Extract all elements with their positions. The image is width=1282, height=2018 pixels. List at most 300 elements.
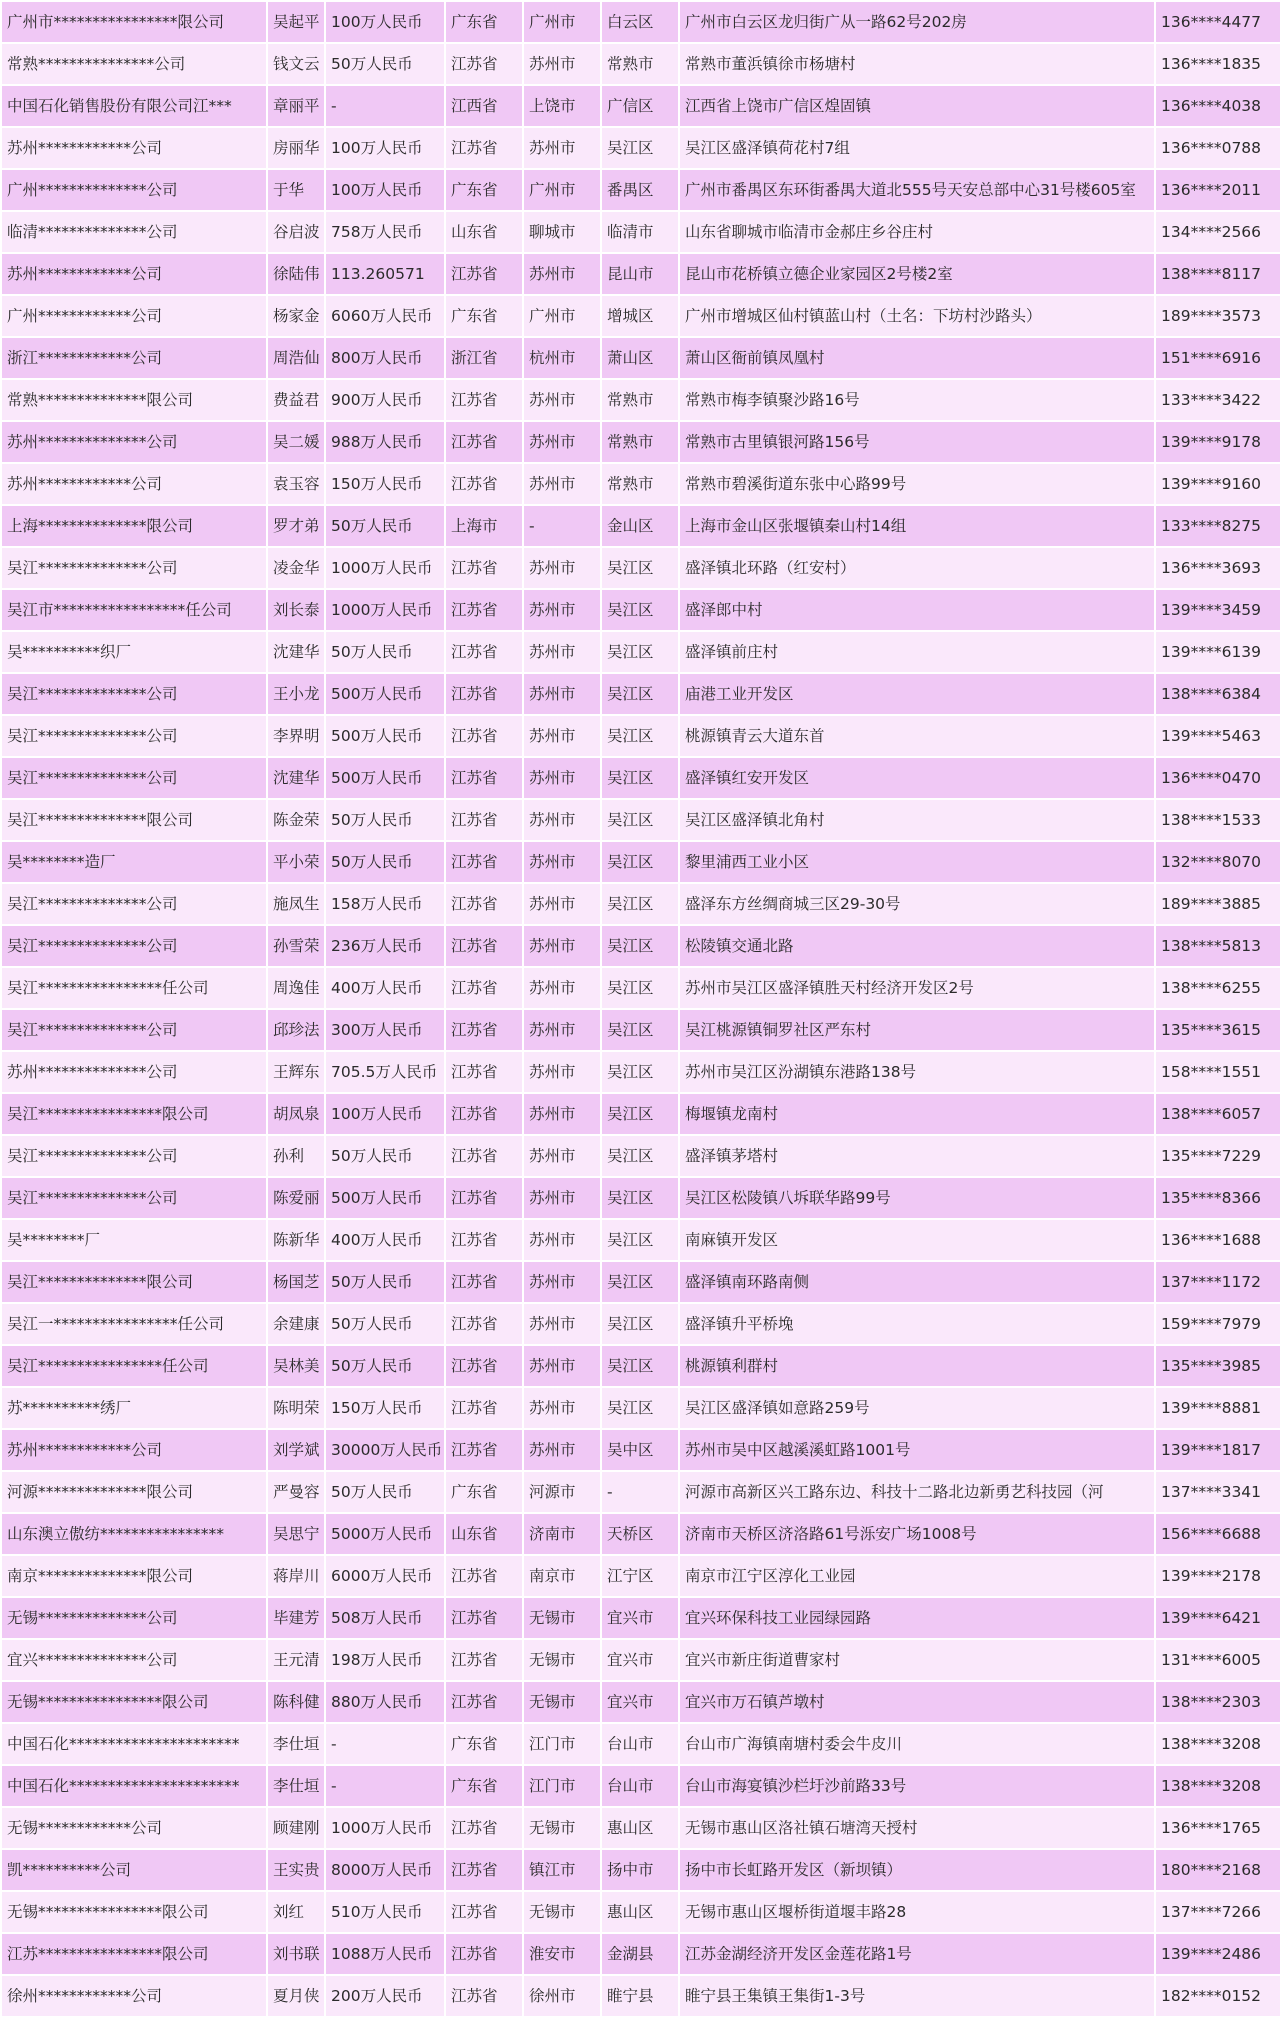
district-cell: 增城区: [601, 295, 679, 337]
phone-cell: 134****2566: [1155, 211, 1281, 253]
city-cell: 苏州市: [523, 1429, 601, 1471]
legal-rep-cell: 邱珍法: [267, 1009, 325, 1051]
city-cell: 苏州市: [523, 715, 601, 757]
province-cell: 江苏省: [445, 379, 523, 421]
city-cell: 苏州市: [523, 673, 601, 715]
district-cell: 吴江区: [601, 631, 679, 673]
city-cell: 苏州市: [523, 925, 601, 967]
address-cell: 常熟市古里镇银河路156号: [679, 421, 1155, 463]
address-cell: 宜兴市新庄街道曹家村: [679, 1639, 1155, 1681]
district-cell: 昆山市: [601, 253, 679, 295]
registered-capital-cell: 100万人民币: [325, 127, 445, 169]
city-cell: 广州市: [523, 169, 601, 211]
table-row: [1, 1135, 1281, 1177]
legal-rep-cell: 严曼容: [267, 1471, 325, 1513]
company-name-cell: 吴**********织厂: [1, 631, 267, 673]
city-cell: 无锡市: [523, 1639, 601, 1681]
phone-cell: 139****2178: [1155, 1555, 1281, 1597]
table-row: [1, 337, 1281, 379]
table-row: [1, 1345, 1281, 1387]
district-cell: 吴江区: [601, 1177, 679, 1219]
company-name-cell: 吴江**************公司: [1, 1177, 267, 1219]
address-cell: 山东省聊城市临清市金郝庄乡谷庄村: [679, 211, 1155, 253]
legal-rep-cell: 刘红: [267, 1891, 325, 1933]
registered-capital-cell: 800万人民币: [325, 337, 445, 379]
phone-cell: 137****1172: [1155, 1261, 1281, 1303]
address-cell: 吴江区盛泽镇荷花村7组: [679, 127, 1155, 169]
district-cell: 吴江区: [601, 1345, 679, 1387]
address-cell: 常熟市董浜镇徐市杨塘村: [679, 43, 1155, 85]
table-row: [1, 43, 1281, 85]
province-cell: 江苏省: [445, 1009, 523, 1051]
address-cell: 吴江区松陵镇八坼联华路99号: [679, 1177, 1155, 1219]
address-cell: 黎里浦西工业小区: [679, 841, 1155, 883]
city-cell: 徐州市: [523, 1975, 601, 2017]
company-name-cell: 江苏****************限公司: [1, 1933, 267, 1975]
address-cell: 盛泽东方丝绸商城三区29-30号: [679, 883, 1155, 925]
legal-rep-cell: 陈科健: [267, 1681, 325, 1723]
province-cell: 江苏省: [445, 127, 523, 169]
registered-capital-cell: 1000万人民币: [325, 1807, 445, 1849]
company-name-cell: 常熟***************公司: [1, 43, 267, 85]
registered-capital-cell: -: [325, 85, 445, 127]
city-cell: 苏州市: [523, 1051, 601, 1093]
phone-cell: 180****2168: [1155, 1849, 1281, 1891]
city-cell: 苏州市: [523, 1009, 601, 1051]
registered-capital-cell: -: [325, 1723, 445, 1765]
table-row: [1, 1765, 1281, 1807]
district-cell: 吴中区: [601, 1429, 679, 1471]
company-name-cell: 浙江************公司: [1, 337, 267, 379]
registered-capital-cell: 988万人民币: [325, 421, 445, 463]
phone-cell: 139****3459: [1155, 589, 1281, 631]
legal-rep-cell: 周逸佳: [267, 967, 325, 1009]
phone-cell: 139****5463: [1155, 715, 1281, 757]
legal-rep-cell: 王辉东: [267, 1051, 325, 1093]
address-cell: 盛泽郎中村: [679, 589, 1155, 631]
company-name-cell: 苏州**************公司: [1, 1051, 267, 1093]
province-cell: 江苏省: [445, 1093, 523, 1135]
registered-capital-cell: 100万人民币: [325, 169, 445, 211]
province-cell: 江苏省: [445, 1303, 523, 1345]
table-row: [1, 547, 1281, 589]
registered-capital-cell: 50万人民币: [325, 631, 445, 673]
table-row: [1, 127, 1281, 169]
province-cell: 江西省: [445, 85, 523, 127]
phone-cell: 132****8070: [1155, 841, 1281, 883]
company-name-cell: 苏州**************公司: [1, 421, 267, 463]
registered-capital-cell: 8000万人民币: [325, 1849, 445, 1891]
company-name-cell: 吴江****************任公司: [1, 967, 267, 1009]
address-cell: 南麻镇开发区: [679, 1219, 1155, 1261]
city-cell: 聊城市: [523, 211, 601, 253]
district-cell: 吴江区: [601, 1219, 679, 1261]
phone-cell: 139****8881: [1155, 1387, 1281, 1429]
city-cell: -: [523, 505, 601, 547]
table-row: [1, 757, 1281, 799]
district-cell: 吴江区: [601, 799, 679, 841]
phone-cell: 139****2486: [1155, 1933, 1281, 1975]
province-cell: 江苏省: [445, 547, 523, 589]
city-cell: 苏州市: [523, 589, 601, 631]
legal-rep-cell: 刘书联: [267, 1933, 325, 1975]
city-cell: 苏州市: [523, 1135, 601, 1177]
phone-cell: 151****6916: [1155, 337, 1281, 379]
phone-cell: 131****6005: [1155, 1639, 1281, 1681]
legal-rep-cell: 陈爱丽: [267, 1177, 325, 1219]
registered-capital-cell: 50万人民币: [325, 1345, 445, 1387]
company-name-cell: 南京**************限公司: [1, 1555, 267, 1597]
legal-rep-cell: 施凤生: [267, 883, 325, 925]
province-cell: 江苏省: [445, 421, 523, 463]
province-cell: 江苏省: [445, 1933, 523, 1975]
company-name-cell: 吴江****************限公司: [1, 1093, 267, 1135]
address-cell: 萧山区衙前镇凤凰村: [679, 337, 1155, 379]
province-cell: 江苏省: [445, 1807, 523, 1849]
address-cell: 盛泽镇北环路（红安村）: [679, 547, 1155, 589]
table-row: [1, 1261, 1281, 1303]
company-name-cell: 上海**************限公司: [1, 505, 267, 547]
city-cell: 杭州市: [523, 337, 601, 379]
legal-rep-cell: 王实贵: [267, 1849, 325, 1891]
address-cell: 南京市江宁区淳化工业园: [679, 1555, 1155, 1597]
address-cell: 江西省上饶市广信区煌固镇: [679, 85, 1155, 127]
registered-capital-cell: 198万人民币: [325, 1639, 445, 1681]
address-cell: 常熟市梅李镇聚沙路16号: [679, 379, 1155, 421]
city-cell: 苏州市: [523, 253, 601, 295]
city-cell: 苏州市: [523, 631, 601, 673]
legal-rep-cell: 夏月侠: [267, 1975, 325, 2017]
table-row: [1, 1387, 1281, 1429]
phone-cell: 136****1688: [1155, 1219, 1281, 1261]
phone-cell: 136****2011: [1155, 169, 1281, 211]
province-cell: 山东省: [445, 211, 523, 253]
district-cell: 惠山区: [601, 1891, 679, 1933]
table-row: [1, 799, 1281, 841]
address-cell: 苏州市吴江区盛泽镇胜天村经济开发区2号: [679, 967, 1155, 1009]
table-row: [1, 1807, 1281, 1849]
address-cell: 江苏金湖经济开发区金莲花路1号: [679, 1933, 1155, 1975]
registered-capital-cell: 705.5万人民币: [325, 1051, 445, 1093]
district-cell: 吴江区: [601, 1093, 679, 1135]
phone-cell: 139****6139: [1155, 631, 1281, 673]
province-cell: 江苏省: [445, 253, 523, 295]
province-cell: 江苏省: [445, 1135, 523, 1177]
table-row: [1, 295, 1281, 337]
phone-cell: 138****1533: [1155, 799, 1281, 841]
city-cell: 苏州市: [523, 1177, 601, 1219]
company-name-cell: 广州************公司: [1, 295, 267, 337]
registered-capital-cell: 50万人民币: [325, 1135, 445, 1177]
company-name-cell: 苏州************公司: [1, 1429, 267, 1471]
legal-rep-cell: 罗才弟: [267, 505, 325, 547]
phone-cell: 138****6057: [1155, 1093, 1281, 1135]
address-cell: 无锡市惠山区洛社镇石塘湾天授村: [679, 1807, 1155, 1849]
province-cell: 江苏省: [445, 925, 523, 967]
district-cell: 天桥区: [601, 1513, 679, 1555]
district-cell: 吴江区: [601, 589, 679, 631]
city-cell: 苏州市: [523, 1303, 601, 1345]
legal-rep-cell: 王元清: [267, 1639, 325, 1681]
district-cell: 吴江区: [601, 547, 679, 589]
province-cell: 浙江省: [445, 337, 523, 379]
registered-capital-cell: 30000万人民币: [325, 1429, 445, 1471]
registered-capital-cell: 158万人民币: [325, 883, 445, 925]
phone-cell: 182****0152: [1155, 1975, 1281, 2017]
legal-rep-cell: 谷启波: [267, 211, 325, 253]
legal-rep-cell: 吴起平: [267, 1, 325, 43]
city-cell: 无锡市: [523, 1681, 601, 1723]
phone-cell: 136****3693: [1155, 547, 1281, 589]
phone-cell: 135****3615: [1155, 1009, 1281, 1051]
company-name-cell: 山东澳立傲纺****************: [1, 1513, 267, 1555]
company-name-cell: 中国石化**********************: [1, 1765, 267, 1807]
province-cell: 江苏省: [445, 463, 523, 505]
registered-capital-cell: -: [325, 1765, 445, 1807]
district-cell: 吴江区: [601, 1261, 679, 1303]
province-cell: 江苏省: [445, 799, 523, 841]
table-body: [1, 1, 1281, 2017]
company-name-cell: 凯**********公司: [1, 1849, 267, 1891]
city-cell: 济南市: [523, 1513, 601, 1555]
address-cell: 吴江区盛泽镇北角村: [679, 799, 1155, 841]
district-cell: 台山市: [601, 1723, 679, 1765]
company-name-cell: 吴江**************公司: [1, 1009, 267, 1051]
company-name-cell: 吴江一****************任公司: [1, 1303, 267, 1345]
table-row: [1, 1555, 1281, 1597]
registered-capital-cell: 50万人民币: [325, 1261, 445, 1303]
legal-rep-cell: 袁玉容: [267, 463, 325, 505]
table-row: [1, 1891, 1281, 1933]
registered-capital-cell: 200万人民币: [325, 1975, 445, 2017]
phone-cell: 139****6421: [1155, 1597, 1281, 1639]
city-cell: 苏州市: [523, 1093, 601, 1135]
address-cell: 广州市白云区龙归街广从一路62号202房: [679, 1, 1155, 43]
city-cell: 苏州市: [523, 463, 601, 505]
province-cell: 江苏省: [445, 1891, 523, 1933]
phone-cell: 136****0470: [1155, 757, 1281, 799]
phone-cell: 139****9178: [1155, 421, 1281, 463]
table-row: [1, 463, 1281, 505]
phone-cell: 138****6384: [1155, 673, 1281, 715]
district-cell: 吴江区: [601, 967, 679, 1009]
address-cell: 桃源镇青云大道东首: [679, 715, 1155, 757]
province-cell: 广东省: [445, 295, 523, 337]
registered-capital-cell: 50万人民币: [325, 43, 445, 85]
company-name-cell: 吴********厂: [1, 1219, 267, 1261]
district-cell: 常熟市: [601, 379, 679, 421]
table-row: [1, 925, 1281, 967]
phone-cell: 135****3985: [1155, 1345, 1281, 1387]
legal-rep-cell: 沈建华: [267, 631, 325, 673]
city-cell: 苏州市: [523, 1219, 601, 1261]
province-cell: 江苏省: [445, 1555, 523, 1597]
province-cell: 江苏省: [445, 1597, 523, 1639]
table-row: [1, 1, 1281, 43]
company-name-cell: 无锡****************限公司: [1, 1681, 267, 1723]
legal-rep-cell: 章丽平: [267, 85, 325, 127]
district-cell: 常熟市: [601, 463, 679, 505]
company-name-cell: 苏**********绣厂: [1, 1387, 267, 1429]
address-cell: 扬中市长虹路开发区（新坝镇）: [679, 1849, 1155, 1891]
address-cell: 广州市增城区仙村镇蓝山村（土名：下坊村沙路头）: [679, 295, 1155, 337]
legal-rep-cell: 胡凤泉: [267, 1093, 325, 1135]
phone-cell: 136****1835: [1155, 43, 1281, 85]
legal-rep-cell: 陈明荣: [267, 1387, 325, 1429]
address-cell: 无锡市惠山区堰桥街道堰丰路28: [679, 1891, 1155, 1933]
company-name-cell: 中国石化**********************: [1, 1723, 267, 1765]
phone-cell: 136****4038: [1155, 85, 1281, 127]
legal-rep-cell: 杨家金: [267, 295, 325, 337]
legal-rep-cell: 沈建华: [267, 757, 325, 799]
table-row: [1, 841, 1281, 883]
city-cell: 苏州市: [523, 43, 601, 85]
city-cell: 江门市: [523, 1723, 601, 1765]
phone-cell: 133****3422: [1155, 379, 1281, 421]
district-cell: 常熟市: [601, 43, 679, 85]
phone-cell: 138****5813: [1155, 925, 1281, 967]
registered-capital-cell: 300万人民币: [325, 1009, 445, 1051]
address-cell: 济南市天桥区济洛路61号泺安广场1008号: [679, 1513, 1155, 1555]
province-cell: 江苏省: [445, 1177, 523, 1219]
company-name-cell: 无锡****************限公司: [1, 1891, 267, 1933]
city-cell: 苏州市: [523, 883, 601, 925]
city-cell: 苏州市: [523, 127, 601, 169]
address-cell: 盛泽镇茅塔村: [679, 1135, 1155, 1177]
legal-rep-cell: 凌金华: [267, 547, 325, 589]
address-cell: 梅堰镇龙南村: [679, 1093, 1155, 1135]
table-row: [1, 589, 1281, 631]
district-cell: 吴江区: [601, 127, 679, 169]
province-cell: 江苏省: [445, 673, 523, 715]
company-name-cell: 吴江**************公司: [1, 757, 267, 799]
city-cell: 苏州市: [523, 1345, 601, 1387]
phone-cell: 133****8275: [1155, 505, 1281, 547]
province-cell: 江苏省: [445, 967, 523, 1009]
table-row: [1, 631, 1281, 673]
province-cell: 江苏省: [445, 1051, 523, 1093]
table-row: [1, 1975, 1281, 2017]
city-cell: 南京市: [523, 1555, 601, 1597]
phone-cell: 139****9160: [1155, 463, 1281, 505]
province-cell: 江苏省: [445, 1639, 523, 1681]
district-cell: 台山市: [601, 1765, 679, 1807]
address-cell: 睢宁县王集镇王集街1-3号: [679, 1975, 1155, 2017]
city-cell: 淮安市: [523, 1933, 601, 1975]
company-name-cell: 吴江****************任公司: [1, 1345, 267, 1387]
legal-rep-cell: 费益君: [267, 379, 325, 421]
registered-capital-cell: 500万人民币: [325, 1177, 445, 1219]
legal-rep-cell: 陈金荣: [267, 799, 325, 841]
company-name-cell: 吴********造厂: [1, 841, 267, 883]
company-name-cell: 河源**************限公司: [1, 1471, 267, 1513]
company-name-cell: 吴江**************公司: [1, 1135, 267, 1177]
address-cell: 上海市金山区张堰镇秦山村14组: [679, 505, 1155, 547]
phone-cell: 138****3208: [1155, 1765, 1281, 1807]
registered-capital-cell: 50万人民币: [325, 1471, 445, 1513]
phone-cell: 135****8366: [1155, 1177, 1281, 1219]
province-cell: 江苏省: [445, 1429, 523, 1471]
table-row: [1, 1303, 1281, 1345]
registered-capital-cell: 236万人民币: [325, 925, 445, 967]
legal-rep-cell: 蒋岸川: [267, 1555, 325, 1597]
company-name-cell: 徐州************公司: [1, 1975, 267, 2017]
company-name-cell: 吴江**************公司: [1, 883, 267, 925]
district-cell: 宜兴市: [601, 1681, 679, 1723]
table-row: [1, 1009, 1281, 1051]
district-cell: 睢宁县: [601, 1975, 679, 2017]
province-cell: 江苏省: [445, 841, 523, 883]
company-name-cell: 宜兴**************公司: [1, 1639, 267, 1681]
registered-capital-cell: 6060万人民币: [325, 295, 445, 337]
legal-rep-cell: 吴林美: [267, 1345, 325, 1387]
city-cell: 苏州市: [523, 757, 601, 799]
legal-rep-cell: 刘学斌: [267, 1429, 325, 1471]
registered-capital-cell: 50万人民币: [325, 799, 445, 841]
legal-rep-cell: 李仕垣: [267, 1723, 325, 1765]
phone-cell: 138****8117: [1155, 253, 1281, 295]
registered-capital-cell: 6000万人民币: [325, 1555, 445, 1597]
province-cell: 江苏省: [445, 631, 523, 673]
legal-rep-cell: 刘长泰: [267, 589, 325, 631]
district-cell: 金山区: [601, 505, 679, 547]
district-cell: 吴江区: [601, 1009, 679, 1051]
company-name-cell: 吴江**************限公司: [1, 1261, 267, 1303]
company-name-cell: 吴江**************公司: [1, 547, 267, 589]
table-row: [1, 1219, 1281, 1261]
registered-capital-cell: 500万人民币: [325, 673, 445, 715]
city-cell: 广州市: [523, 295, 601, 337]
registered-capital-cell: 500万人民币: [325, 757, 445, 799]
registered-capital-cell: 1000万人民币: [325, 589, 445, 631]
address-cell: 宜兴市万石镇芦墩村: [679, 1681, 1155, 1723]
table-row: [1, 1051, 1281, 1093]
province-cell: 江苏省: [445, 1345, 523, 1387]
city-cell: 苏州市: [523, 1261, 601, 1303]
table-row: [1, 1429, 1281, 1471]
address-cell: 广州市番禺区东环街番禺大道北555号天安总部中心31号楼605室: [679, 169, 1155, 211]
registered-capital-cell: 1000万人民币: [325, 547, 445, 589]
legal-rep-cell: 孙利: [267, 1135, 325, 1177]
registered-capital-cell: 150万人民币: [325, 463, 445, 505]
registered-capital-cell: 113.260571: [325, 253, 445, 295]
city-cell: 河源市: [523, 1471, 601, 1513]
legal-rep-cell: 毕建芳: [267, 1597, 325, 1639]
province-cell: 上海市: [445, 505, 523, 547]
company-name-cell: 吴江**************公司: [1, 673, 267, 715]
legal-rep-cell: 陈新华: [267, 1219, 325, 1261]
address-cell: 盛泽镇红安开发区: [679, 757, 1155, 799]
district-cell: 白云区: [601, 1, 679, 43]
table-row: [1, 505, 1281, 547]
province-cell: 广东省: [445, 1723, 523, 1765]
district-cell: 广信区: [601, 85, 679, 127]
table-row: [1, 1177, 1281, 1219]
province-cell: 江苏省: [445, 1387, 523, 1429]
legal-rep-cell: 李界明: [267, 715, 325, 757]
table-row: [1, 883, 1281, 925]
city-cell: 苏州市: [523, 841, 601, 883]
table-row: [1, 421, 1281, 463]
district-cell: 临清市: [601, 211, 679, 253]
province-cell: 广东省: [445, 1, 523, 43]
district-cell: 吴江区: [601, 1135, 679, 1177]
company-name-cell: 中国石化销售股份有限公司江***: [1, 85, 267, 127]
company-name-cell: 常熟**************限公司: [1, 379, 267, 421]
company-name-cell: 苏州************公司: [1, 253, 267, 295]
province-cell: 江苏省: [445, 589, 523, 631]
province-cell: 江苏省: [445, 43, 523, 85]
